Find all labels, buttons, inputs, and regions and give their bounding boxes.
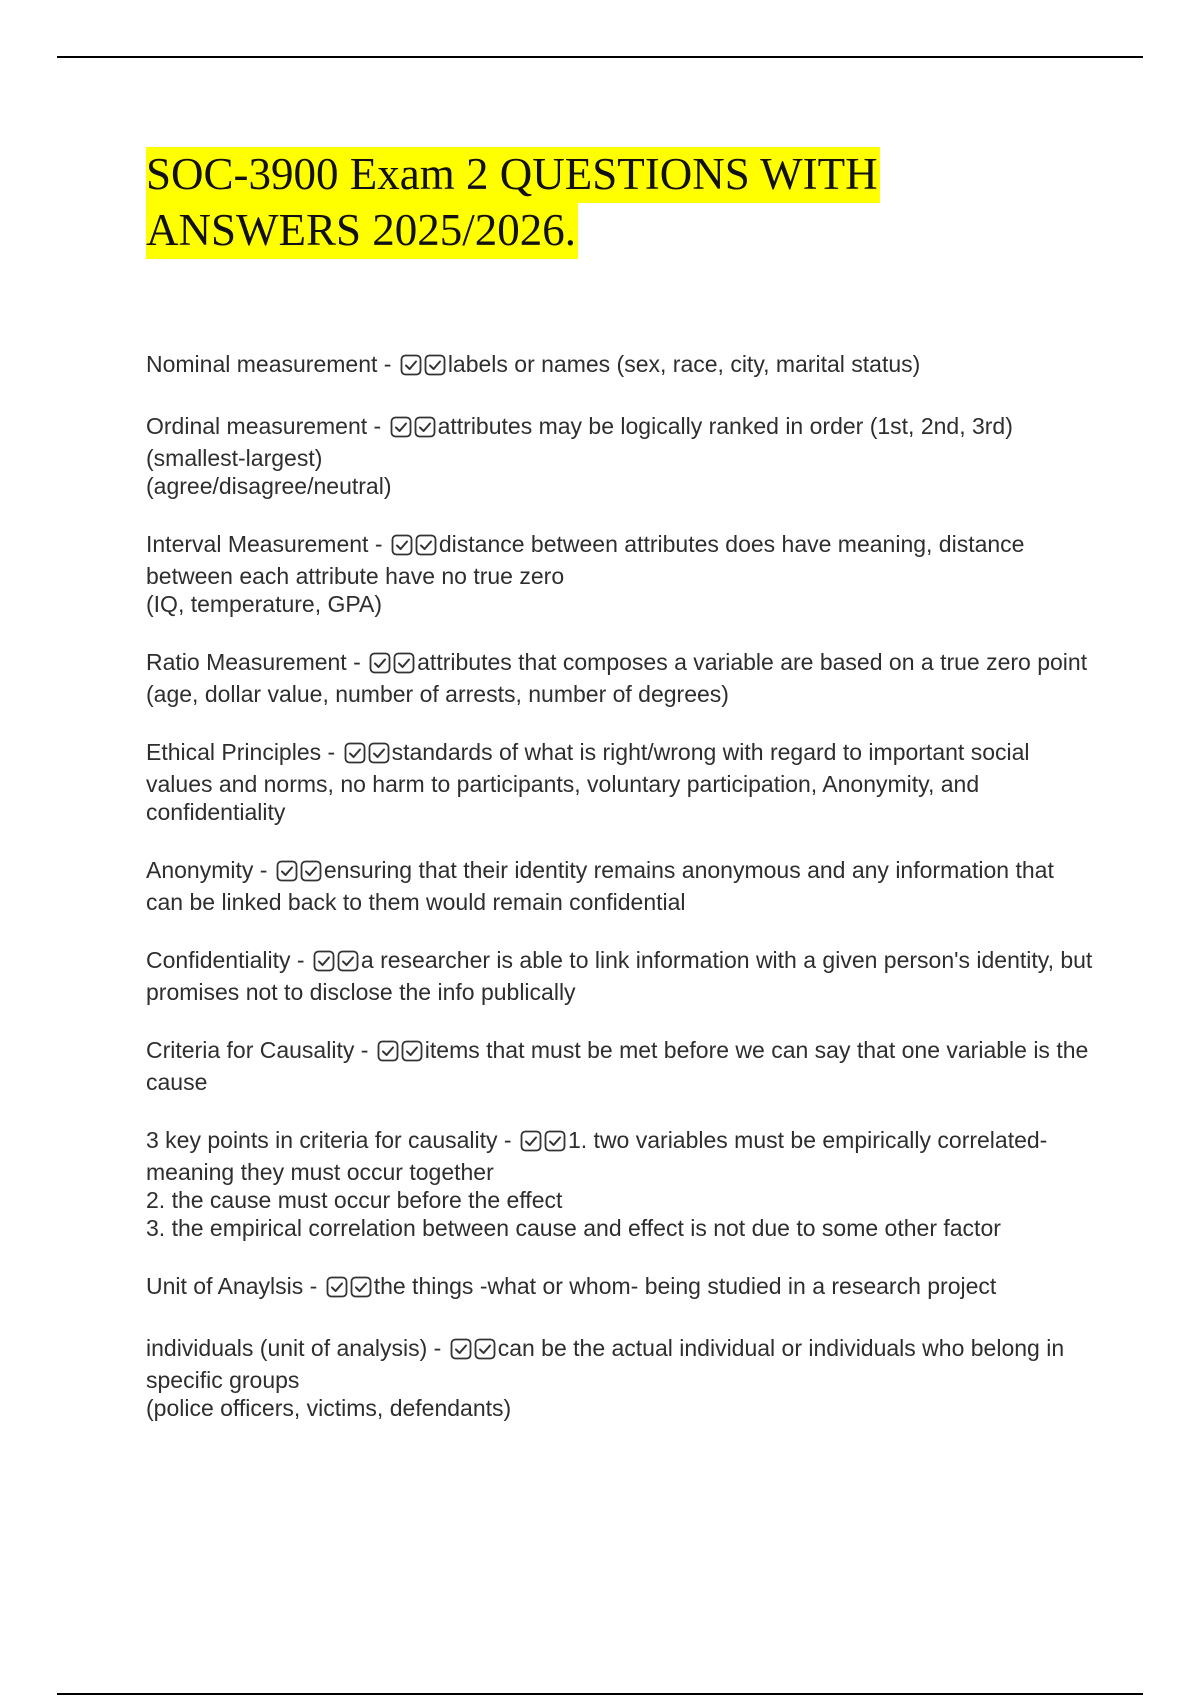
checkbox-check-icon bbox=[414, 416, 436, 438]
qa-term: Ordinal measurement - bbox=[146, 413, 382, 439]
qa-item bbox=[146, 946, 1096, 1006]
checkbox-check-icon bbox=[313, 950, 335, 972]
checkbox-check-icon bbox=[391, 534, 413, 556]
qa-term: Confidentiality - bbox=[146, 947, 305, 973]
checkbox-check-icon bbox=[401, 1040, 423, 1062]
checkmark-pair bbox=[391, 534, 439, 562]
qa-term: Ethical Principles - bbox=[146, 739, 336, 765]
checkmark-pair bbox=[377, 1040, 425, 1068]
qa-answer: 1. two variables must be empirically correlated- meaning they must occur together 2. the cause must occur before the effect 3. the empirical correlation between cause and effect is not due to some other factor bbox=[146, 1127, 1048, 1241]
qa-list bbox=[146, 350, 1096, 1452]
qa-item bbox=[146, 856, 1096, 916]
checkbox-check-icon bbox=[344, 742, 366, 764]
qa-item bbox=[146, 350, 1096, 382]
qa-answer: attributes that composes a variable are based on a true zero point (age, dollar value, number of arrests, number of degrees) bbox=[146, 649, 1088, 707]
checkmark-pair bbox=[276, 860, 324, 888]
checkbox-check-icon bbox=[393, 652, 415, 674]
checkbox-check-icon bbox=[474, 1338, 496, 1360]
qa-answer: distance between attributes does have meaning, distance between each attribute have no true zero (IQ, temperature, GPA) bbox=[146, 531, 1025, 617]
checkmark-pair bbox=[326, 1276, 374, 1304]
title-highlight: SOC-3900 Exam 2 QUESTIONS WITH ANSWERS 2025/2026. bbox=[146, 147, 880, 259]
checkbox-check-icon bbox=[300, 860, 322, 882]
qa-term: Interval Measurement - bbox=[146, 531, 383, 557]
qa-term: Ratio Measurement - bbox=[146, 649, 361, 675]
checkbox-check-icon bbox=[369, 652, 391, 674]
checkbox-check-icon bbox=[424, 354, 446, 376]
checkbox-check-icon bbox=[544, 1130, 566, 1152]
qa-answer: items that must be met before we can say that one variable is the cause bbox=[146, 1037, 1089, 1095]
qa-answer: a researcher is able to link information with a given person's identity, but promises not to disclose the info publically bbox=[146, 947, 1093, 1005]
qa-answer: can be the actual individual or individuals who belong in specific groups (police officers, victims, defendants) bbox=[146, 1335, 1065, 1421]
qa-term: Criteria for Causality - bbox=[146, 1037, 369, 1063]
qa-answer: labels or names (sex, race, city, marital status) bbox=[447, 351, 921, 377]
checkbox-check-icon bbox=[350, 1276, 372, 1298]
qa-item bbox=[146, 1272, 1096, 1304]
checkmark-pair bbox=[450, 1338, 498, 1366]
qa-item bbox=[146, 530, 1096, 618]
checkbox-check-icon bbox=[450, 1338, 472, 1360]
checkmark-pair bbox=[369, 652, 417, 680]
page-title bbox=[146, 146, 1046, 258]
checkbox-check-icon bbox=[415, 534, 437, 556]
qa-item bbox=[146, 648, 1096, 708]
checkbox-check-icon bbox=[326, 1276, 348, 1298]
qa-term: Nominal measurement - bbox=[146, 351, 392, 377]
qa-term: Anonymity - bbox=[146, 857, 268, 883]
checkbox-check-icon bbox=[276, 860, 298, 882]
checkmark-pair bbox=[313, 950, 361, 978]
qa-answer: attributes may be logically ranked in order (1st, 2nd, 3rd) (smallest-largest) (agree/disagree/neutral) bbox=[146, 413, 1013, 499]
qa-answer: the things -what or whom- being studied in a research project bbox=[373, 1273, 997, 1299]
checkmark-pair bbox=[344, 742, 392, 770]
qa-item bbox=[146, 1036, 1096, 1096]
checkbox-check-icon bbox=[337, 950, 359, 972]
checkmark-pair bbox=[520, 1130, 568, 1158]
bottom-divider bbox=[57, 1693, 1143, 1695]
checkbox-check-icon bbox=[400, 354, 422, 376]
checkbox-check-icon bbox=[390, 416, 412, 438]
checkbox-check-icon bbox=[368, 742, 390, 764]
qa-item bbox=[146, 1334, 1096, 1422]
checkbox-check-icon bbox=[520, 1130, 542, 1152]
qa-term: Unit of Anaylsis - bbox=[146, 1273, 318, 1299]
qa-item bbox=[146, 1126, 1096, 1242]
qa-answer: standards of what is right/wrong with regard to important social values and norms, no harm to participants, voluntary participation, Anonymity, and confidentiality bbox=[146, 739, 1030, 825]
top-divider bbox=[57, 56, 1143, 58]
checkmark-pair bbox=[390, 416, 438, 444]
qa-term: 3 key points in criteria for causality - bbox=[146, 1127, 512, 1153]
checkmark-pair bbox=[400, 354, 448, 382]
qa-answer: ensuring that their identity remains anonymous and any information that can be linked back to them would remain confidential bbox=[146, 857, 1054, 915]
qa-item bbox=[146, 738, 1096, 826]
checkbox-check-icon bbox=[377, 1040, 399, 1062]
qa-item bbox=[146, 412, 1096, 500]
qa-term: individuals (unit of analysis) - bbox=[146, 1335, 442, 1361]
